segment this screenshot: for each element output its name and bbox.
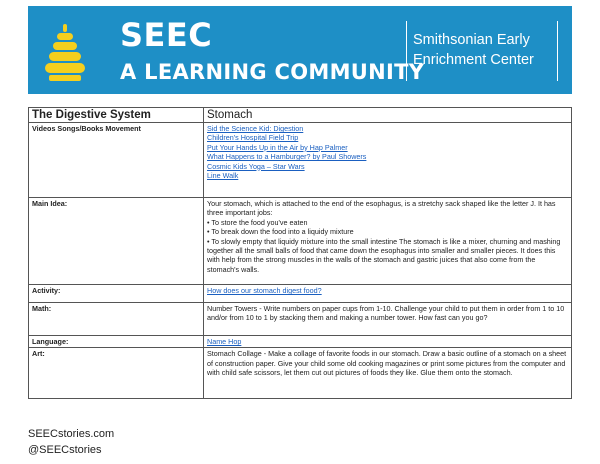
table-row-language xyxy=(29,336,572,348)
language-label: Language: xyxy=(29,336,204,348)
org-name-line1: Smithsonian Early xyxy=(413,32,530,48)
main-idea-bullet: • To slowly empty that liquidy mixture into the small intestine The stomach is like a mixer, churning and mashing together all the small balls of food that came down the esophagus into smaller and smaller pieces. It does this with help from the strong muscles in the walls of the stomach and gastric juices that also come from the stomach's walls. xyxy=(207,236,561,274)
table-row-topic xyxy=(29,108,572,123)
header-banner xyxy=(28,6,572,94)
video-link-sid-science-kid[interactable]: Sid the Science Kid: Digestion xyxy=(207,124,304,133)
org-name-line2: Enrichment Center xyxy=(413,52,534,68)
table-row-math xyxy=(29,303,572,336)
videos-label: Videos Songs/Books Movement xyxy=(29,123,204,198)
topic-value: Stomach xyxy=(204,108,572,123)
lesson-table xyxy=(28,107,572,399)
video-link-cosmic-kids-yoga[interactable]: Cosmic Kids Yoga – Star Wars xyxy=(207,161,305,171)
topic-label: The Digestive System xyxy=(29,108,204,123)
main-idea-bullet: • To store the food you've eaten xyxy=(207,217,308,227)
art-text: Stomach Collage - Make a collage of favorite foods in our stomach. Draw a basic outline of a stomach on a sheet of construction paper. Give your child some old cooking magazines or print some pictures from the computer and with child safe scissors, let them cut out pictures of foods they like. Glue them onto the stomach. xyxy=(204,348,572,399)
table-row-main-idea xyxy=(29,198,572,285)
language-link[interactable]: Name Hop xyxy=(207,337,242,346)
brand-title: SEEC xyxy=(120,16,213,54)
footer-handle: @SEECstories xyxy=(28,444,102,456)
activity-cell xyxy=(204,285,572,303)
main-idea-intro: Your stomach, which is attached to the end of the esophagus, is a stretchy sack shaped like the letter J. It has three important jobs: xyxy=(207,199,556,218)
videos-links xyxy=(204,123,572,198)
language-cell xyxy=(204,336,572,348)
main-idea-bullet: • To break down the food into a liquidy mixture xyxy=(207,227,354,237)
video-link-line-walk[interactable]: Line Walk xyxy=(207,171,239,181)
org-name-box xyxy=(406,21,558,81)
main-idea-label: Main Idea: xyxy=(29,198,204,285)
activity-link[interactable]: How does our stomach digest food? xyxy=(207,286,322,295)
table-row-art xyxy=(29,348,572,399)
math-text: Number Towers - Write numbers on paper cups from 1-10. Challenge your child to put them in order from 1 to 10 and/or from 10 to 1 by stacking them and making a number tower. How fast can you go? xyxy=(204,303,572,336)
stacking-rings-logo-icon xyxy=(44,24,86,82)
brand-subtitle: A LEARNING COMMUNITY xyxy=(120,60,425,84)
math-label: Math: xyxy=(29,303,204,336)
table-row-videos xyxy=(29,123,572,198)
video-link-hospital-field-trip[interactable]: Children's Hospital Field Trip xyxy=(207,133,299,143)
table-row-activity xyxy=(29,285,572,303)
main-idea-text xyxy=(204,198,572,285)
video-link-hamburger[interactable]: What Happens to a Hamburger? by Paul Showers xyxy=(207,152,367,162)
video-link-hands-up[interactable]: Put Your Hands Up in the Air by Hap Palmer xyxy=(207,142,348,152)
art-label: Art: xyxy=(29,348,204,399)
activity-label: Activity: xyxy=(29,285,204,303)
footer-website: SEECstories.com xyxy=(28,428,115,440)
